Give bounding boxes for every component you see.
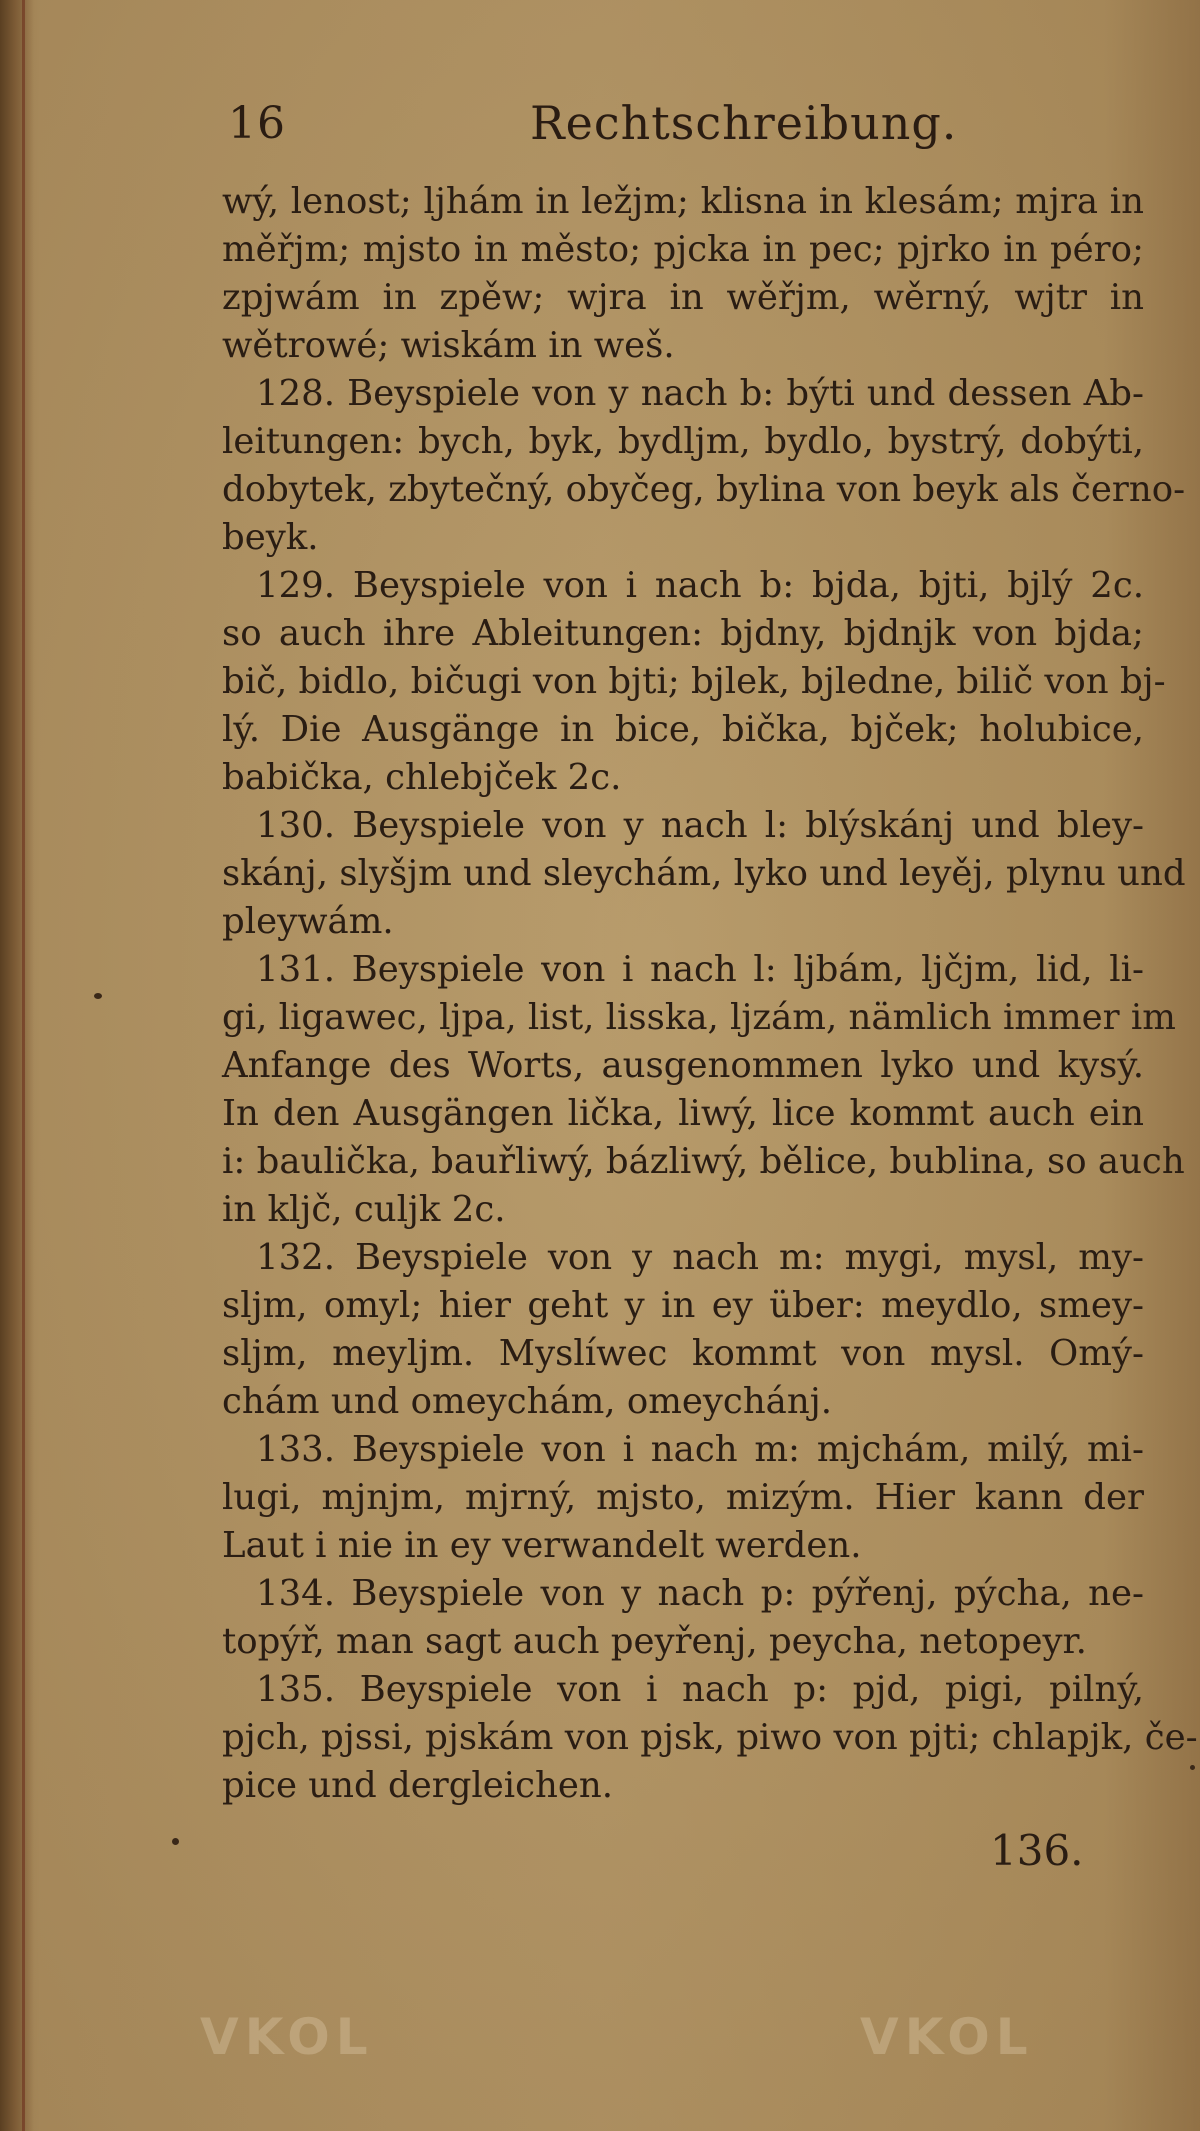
text-line: zpjwám in zpěw; wjra in wěřjm, wěrný, wjtr in <box>222 277 1144 318</box>
text-line: Laut i nie in ey verwandelt werden. <box>222 1525 862 1566</box>
text-line: so auch ihre Ableitungen: bjdny, bjdnjk von bjda; <box>222 613 1144 654</box>
text-line: bič, bidlo, bičugi von bjti; bjlek, bjledne, bilič von bj- <box>222 661 1166 702</box>
running-title: Rechtschreibung. <box>530 96 958 150</box>
paper-speck <box>172 1838 179 1845</box>
binding-edge <box>22 0 25 2131</box>
paragraph-129-start: 129. Beyspiele von i nach b: bjda, bjti, bjlý 2c. <box>256 565 1144 606</box>
paragraph-131-start: 131. Beyspiele von i nach l: ljbám, ljčjm, lid, li- <box>256 949 1144 990</box>
body-text <box>222 178 1198 1810</box>
text-line: měřjm; mjsto in město; pjcka in pec; pjrko in péro; <box>222 229 1144 270</box>
page-header <box>0 92 1200 162</box>
paragraph-128-start: 128. Beyspiele von y nach b: býti und dessen Ab- <box>256 373 1144 414</box>
text-line: Anfange des Worts, ausgenommen lyko und kysý. <box>222 1045 1144 1086</box>
paragraph-130-start: 130. Beyspiele von y nach l: blýskánj und bley- <box>256 805 1144 846</box>
text-line: In den Ausgängen lička, liwý, lice kommt auch ein <box>222 1093 1144 1134</box>
text-line: leitungen: bych, byk, bydljm, bydlo, bystrý, dobýti, <box>222 421 1144 462</box>
text-line: pice und dergleichen. <box>222 1765 614 1806</box>
text-line: in kljč, culjk 2c. <box>222 1189 506 1230</box>
paragraph-133-start: 133. Beyspiele von i nach m: mjchám, milý, mi- <box>256 1429 1144 1470</box>
paragraph-134-start: 134. Beyspiele von y nach p: pýřenj, pýcha, ne- <box>256 1573 1144 1614</box>
text-line: i: baulička, bauřliwý, bázliwý, bělice, bublina, so auch <box>222 1141 1185 1182</box>
text-line: pjch, pjssi, pjskám von pjsk, piwo von pjti; chlapjk, če- <box>222 1717 1198 1758</box>
text-line: gi, ligawec, ljpa, list, lisska, ljzám, nämlich immer im <box>222 997 1176 1038</box>
paragraph-135-start: 135. Beyspiele von i nach p: pjd, pigi, pilný, <box>256 1669 1144 1710</box>
text-line: beyk. <box>222 517 319 558</box>
text-line: babička, chlebjček 2c. <box>222 757 622 798</box>
text-line: wý, lenost; ljhám in ležjm; klisna in klesám; mjra in <box>222 181 1144 222</box>
text-line: wětrowé; wiskám in weš. <box>222 325 675 366</box>
text-line: topýř, man sagt auch peyřenj, peycha, netopeyr. <box>222 1621 1087 1662</box>
paper-speck <box>1190 1765 1195 1770</box>
signature-mark: 136. <box>990 1826 1084 1875</box>
text-line: chám und omeychám, omeychánj. <box>222 1381 833 1422</box>
text-line: sljm, omyl; hier geht y in ey über: meydlo, smey- <box>222 1285 1144 1326</box>
book-gutter <box>0 0 34 2131</box>
paragraph-132-start: 132. Beyspiele von y nach m: mygi, mysl, my- <box>256 1237 1144 1278</box>
paper-speck <box>94 993 102 999</box>
text-line: skánj, slyšjm und sleychám, lyko und leyěj, plynu und <box>222 853 1186 894</box>
text-line: lugi, mjnjm, mjrný, mjsto, mizým. Hier kann der <box>222 1477 1144 1518</box>
page-number: 16 <box>228 98 286 149</box>
watermark-left: VKOL <box>200 2008 374 2066</box>
watermark-right: VKOL <box>860 2008 1034 2066</box>
text-line: dobytek, zbytečný, obyčeg, bylina von beyk als černo- <box>222 469 1186 510</box>
text-line: sljm, meyljm. Myslíwec kommt von mysl. Omý- <box>222 1333 1144 1374</box>
text-line: lý. Die Ausgänge in bice, bička, bjček; holubice, <box>222 709 1144 750</box>
text-line: pleywám. <box>222 901 394 942</box>
